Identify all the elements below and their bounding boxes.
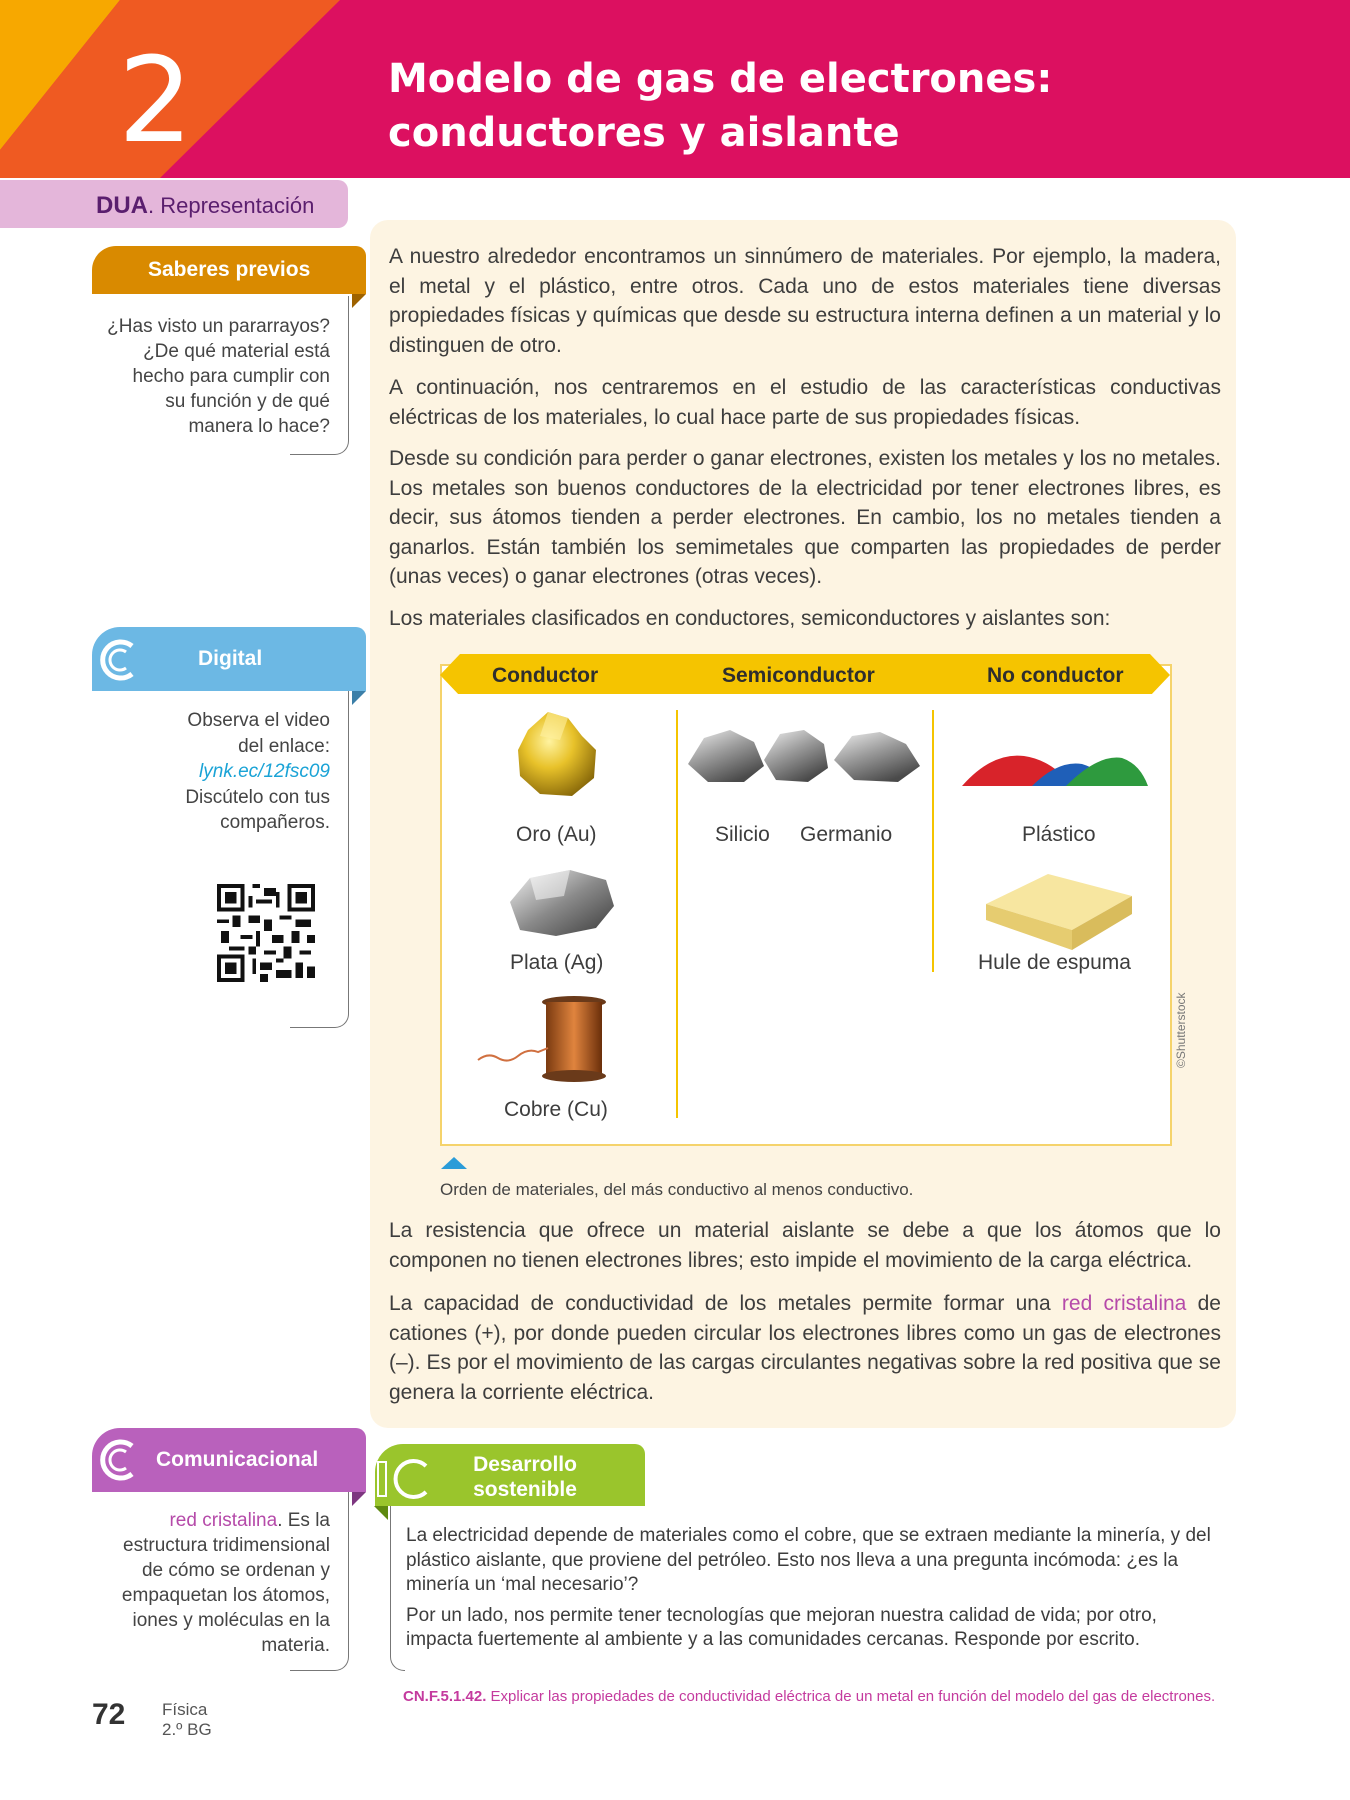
sostenible-border [390,1506,405,1671]
glossary-term-link[interactable]: red cristalina [1061,1292,1187,1315]
sostenible-heading-text: Desarrollo sostenible [473,1453,577,1501]
learning-objective: CN.F.5.1.42. Explicar las propiedades de conductividad eléctrica de un metal en función del modelo del gas de electrones. [403,1688,1216,1705]
heading-fold [352,691,366,705]
column-divider [932,710,934,972]
paragraph-2: A continuación, nos centraremos en el estudio de las características conductivas eléctricas de los materiales, lo cual hace parte de sus propiedades físicas. [389,376,1221,429]
column-header-conductor: Conductor [492,664,599,687]
heading-fold [352,294,366,308]
comunicacional-heading: Comunicacional [92,1428,366,1492]
saberes-previos-text: ¿Has visto un pararrayos? ¿De qué material está hecho para cumplir con su función y de qué manera lo hace? [107,316,330,437]
page-title-line1: Modelo de gas de electrones: [388,56,1053,102]
heading-fold [352,1492,366,1506]
silicon-germanium-image [684,724,924,788]
caption-triangle-icon [441,1157,467,1169]
paragraph-5: La resistencia que ofrece un material aislante se debe a que los átomos que lo componen no tienen electrones libres; esto impide el movimiento de la carga eléctrica. [389,1219,1221,1272]
page-number: 72 [92,1698,126,1731]
saberes-previos-heading: Saberes previos [92,246,366,294]
page-title-line2: conductores y aislante [388,110,900,156]
digital-border [290,691,349,1028]
paragraph-4: Los materiales clasificados en conductores, semiconductores y aislantes son: [389,607,1111,630]
label-plata: Plata (Ag) [510,951,604,974]
comunicacional-c-icon [96,1438,140,1482]
digital-link[interactable]: lynk.ec/12fsc09 [199,761,330,782]
saberes-previos-border [290,296,349,455]
copper-wire-spool-image [474,994,624,1090]
sostenible-text: La electricidad depende de materiales como el cobre, que se extraen mediante la minería, y del plástico aislante, que proviene del petróleo. Esto nos lleva a una pregunta incómoda: ¿es la minería un ‘mal necesario’? Por un lado, nos permite tener tecnologías que mejoran nuestra calidad de vida; por otro, impacta fuertemente al ambiente y a las comunidades cercanas. Responde por escrito. [406,1525,1211,1650]
paragraph-3: Desde su condición para perder o ganar electrones, existen los metales y los no metales. Los metales son buenos conductores de la electricidad por tener electrones libres, es decir, sus átomos tienden a perder electrones. En cambio, los no metales tienden a ganarlos. Están también los semimetales que comparten las propiedades de perder (unas veces) o ganar electrones (otras veces). [389,447,1221,588]
label-germanio: Germanio [800,823,893,846]
label-cobre: Cobre (Cu) [504,1098,608,1121]
column-divider [676,710,678,1118]
label-hule: Hule de espuma [978,951,1131,974]
label-plastico: Plástico [1022,823,1096,846]
silver-nugget-image [500,866,618,942]
chapter-number: 2 [118,31,194,169]
heading-fold [374,1506,388,1520]
label-oro: Oro (Au) [516,823,597,846]
comunicacional-text: red cristalina. Es la estructura tridimensional de cómo se ordenan y empaquetan los átomos, iones y moléculas en la materia. [121,1510,330,1656]
digital-text: Observa el video del enlace: lynk.ec/12fsc09 Discútelo con tus compañeros. [90,708,330,836]
paragraph-1: A nuestro alrededor encontramos un sinnúmero de materiales. Por ejemplo, la madera, el metal y el plástico, entre otros. Cada uno de estos materiales tiene diversas propiedades físicas y químicas que desde su estructura interna definen a un material y lo distinguen de otro. [389,245,1221,357]
glossary-term: red cristalina [169,1510,278,1531]
column-header-semiconductor: Semiconductor [722,664,875,687]
comunicacional-border [290,1492,349,1671]
foam-rubber-image [986,874,1132,954]
dua-label: DUA. Representación [96,192,315,219]
sostenible-ic-icon [376,1456,434,1500]
table-caption: Orden de materiales, del más conductivo al menos conductivo. [440,1180,914,1199]
image-credit: ©Shutterstock [1174,992,1188,1068]
gold-nugget-image [510,706,606,802]
label-silicio: Silicio [715,823,770,846]
column-header-no-conductor: No conductor [987,664,1124,687]
digital-c-icon [96,638,140,682]
paragraph-6: La capacidad de conductividad de los metales permite formar una red cristalina de cationes (+), por donde pueden circular los electrones libres como un gas de electrones (–). Es por el movimiento de las cargas circulantes negativas sobre la red positiva que se genera la corriente eléctrica. [389,1292,1221,1404]
subject-label: Física 2.º BG [162,1700,212,1739]
plastic-pellets-image [962,746,1148,788]
digital-heading: Digital [92,627,366,691]
